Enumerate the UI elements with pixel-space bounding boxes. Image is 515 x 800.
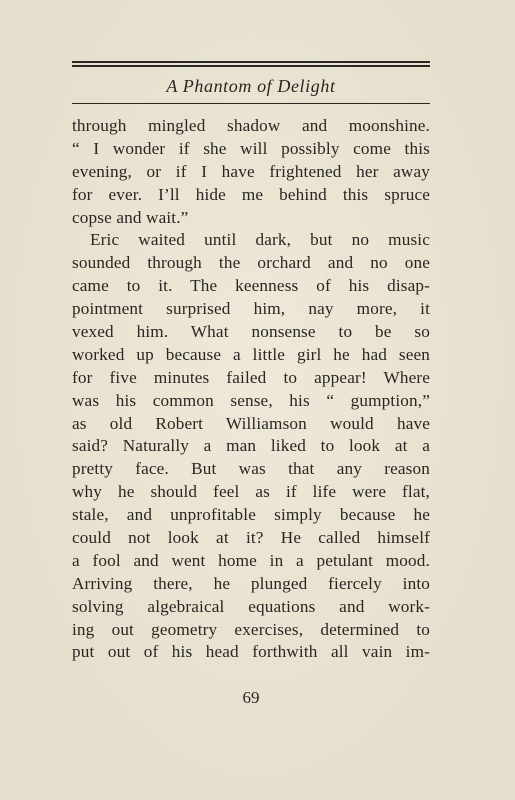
text-line: vexed him. What nonsense to be so (72, 322, 430, 342)
text-line: for five minutes failed to appear! Where (72, 367, 430, 387)
page-number: 69 (242, 688, 260, 707)
body-text (72, 115, 430, 664)
text-line: pointment surprised him, nay more, it (72, 299, 430, 319)
text-line: said? Naturally a man liked to look at a (72, 436, 430, 456)
text-line: a fool and went home in a petulant mood. (72, 550, 430, 570)
text-line: ing out geometry exercises, determined to (72, 619, 430, 639)
text-line: evening, or if I have frightened her away (72, 161, 430, 181)
text-line: why he should feel as if life were flat, (72, 482, 430, 502)
text-line: Eric waited until dark, but no music (90, 230, 430, 250)
running-head: A Phantom of Delight (166, 76, 336, 96)
text-line: for ever. I’ll hide me behind this spruce (72, 184, 430, 204)
text-line: through mingled shadow and moonshine. (72, 116, 430, 135)
text-line: was his common sense, his “ gumption,” (72, 390, 430, 410)
text-line: pretty face. But was that any reason (72, 459, 430, 479)
text-line: came to it. The keenness of his disap- (72, 276, 430, 296)
text-line: put out of his head forthwith all vain im- (72, 642, 430, 662)
text-line: Arriving there, he plunged fiercely into (72, 573, 430, 593)
text-line: could not look at it? He called himself (72, 528, 430, 548)
text-line: worked up because a little girl he had seen (72, 344, 430, 364)
text-line: “ I wonder if she will possibly come this (72, 138, 430, 158)
header-double-rule (72, 61, 430, 67)
text-line: as old Robert Williamson would have (72, 413, 430, 433)
header-rule (72, 103, 430, 104)
text-line: copse and wait.” (72, 207, 189, 227)
text-line: solving algebraical equations and work- (72, 596, 430, 616)
text-line: stale, and unprofitable simply because he (72, 505, 430, 525)
text-line: sounded through the orchard and no one (72, 253, 430, 273)
